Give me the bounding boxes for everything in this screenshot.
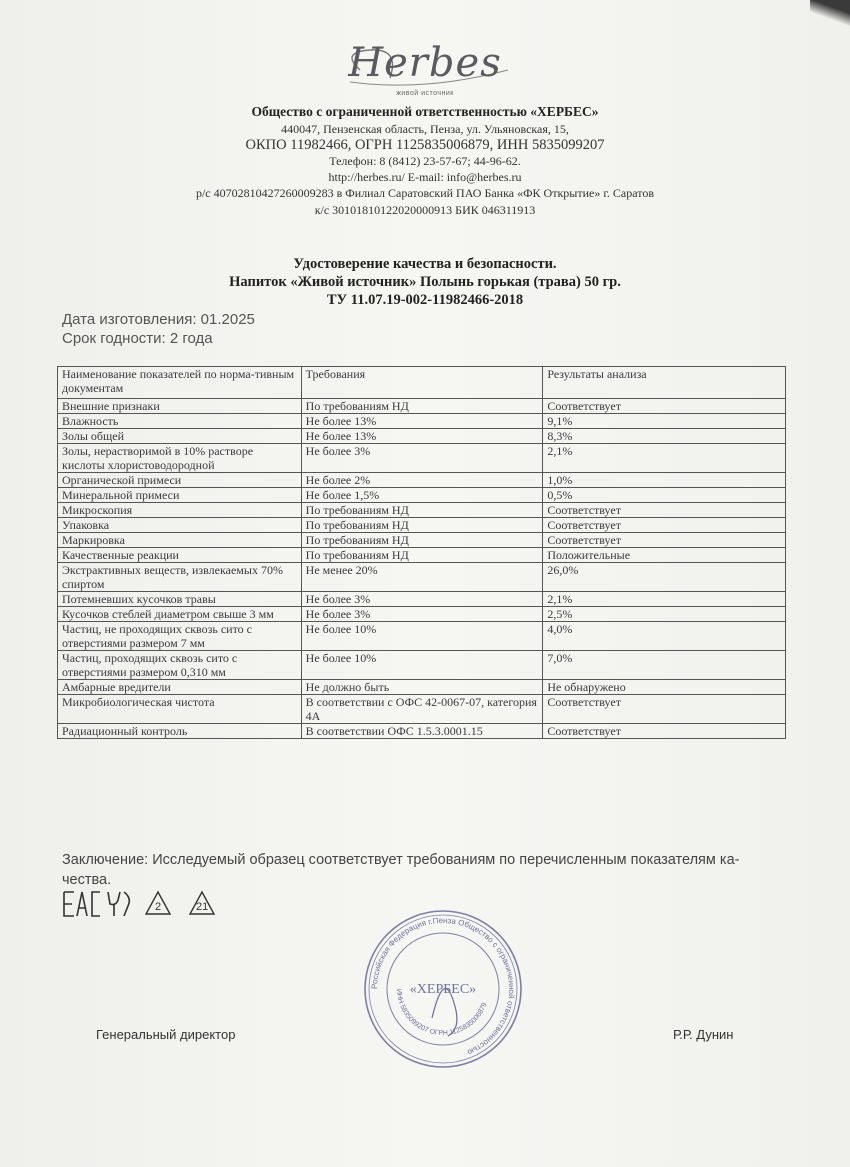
indicator-cell: Частиц, проходящих сквозь сито с отверстиями размером 0,310 мм (58, 651, 302, 680)
requirement-cell: Не должно быть (301, 680, 543, 695)
result-cell: 2,1% (543, 444, 786, 473)
scan-corner-shadow (810, 0, 850, 30)
result-cell: Соответствует (543, 533, 786, 548)
result-cell: Соответствует (543, 518, 786, 533)
table-row (58, 607, 786, 622)
result-cell: Соответствует (543, 399, 786, 414)
indicator-cell: Амбарные вредители (58, 680, 302, 695)
logo-subtitle: живой источник (396, 90, 454, 97)
table-row (58, 503, 786, 518)
stamp-center-text: «ХЕРБЕС» (409, 982, 477, 997)
indicator-cell: Золы, нерастворимой в 10% растворе кислоты хлористоводородной (58, 444, 302, 473)
indicator-cell: Органической примеси (58, 473, 302, 488)
table-row (58, 622, 786, 651)
table-row (58, 548, 786, 563)
table-row (58, 518, 786, 533)
company-phone: Телефон: 8 (8412) 23-57-67; 44-96-62. (329, 154, 521, 168)
indicator-cell: Частиц, не проходящих сквозь сито с отверстиями размером 7 мм (58, 622, 302, 651)
company-account: р/с 40702810427260009283 в Филиал Саратовский ПАО Банка «ФК Открытие» г. Саратов (195, 186, 655, 200)
requirement-cell: По требованиям НД (301, 533, 543, 548)
requirement-cell: По требованиям НД (301, 518, 543, 533)
company-logo (330, 40, 520, 102)
requirement-cell: В соответствии ОФС 1.5.3.0001.15 (301, 724, 543, 739)
company-name: Общество с ограниченной ответственностью «ХЕРБЕС» (251, 104, 599, 119)
table-row (58, 592, 786, 607)
result-cell: 26,0% (543, 563, 786, 592)
result-cell: Соответствует (543, 695, 786, 724)
table-row (58, 473, 786, 488)
result-cell: 0,5% (543, 488, 786, 503)
requirement-cell: Не более 3% (301, 607, 543, 622)
header-cell: Результаты анализа (543, 367, 786, 399)
requirement-cell: Не более 13% (301, 414, 543, 429)
eac-icon (64, 892, 100, 916)
requirement-cell: Не более 2% (301, 473, 543, 488)
signer-role: Генеральный директор (96, 1027, 236, 1042)
requirement-cell: По требованиям НД (301, 503, 543, 518)
result-cell: 1,0% (543, 473, 786, 488)
indicator-cell: Внешние признаки (58, 399, 302, 414)
doc-title-1: Удостоверение качества и безопасности. (293, 256, 557, 272)
requirement-cell: По требованиям НД (301, 548, 543, 563)
food-contact-icon (108, 892, 129, 916)
table-header-row (58, 367, 786, 399)
indicator-cell: Маркировка (58, 533, 302, 548)
header-cell: Требования (301, 367, 543, 399)
table-row (58, 563, 786, 592)
table-row (58, 429, 786, 444)
company-address: 440047, Пензенская область, Пенза, ул. Ульяновская, 15, (281, 122, 569, 136)
result-cell: 2,5% (543, 607, 786, 622)
company-codes: ОКПО 11982466, ОГРН 1125835006879, ИНН 5835099207 (245, 137, 605, 153)
signer-name: Р.Р. Дунин (673, 1027, 734, 1042)
conclusion-text: Заключение: Исследуемый образец соответствует требованиям по перечисленным показателям ка-чества. (62, 852, 740, 888)
indicator-cell: Микроскопия (58, 503, 302, 518)
indicator-cell: Золы общей (58, 429, 302, 444)
indicator-cell: Упаковка (58, 518, 302, 533)
indicator-cell: Кусочков стеблей диаметром свыше 3 мм (58, 607, 302, 622)
manufacture-date: Дата изготовления: 01.2025 (62, 311, 255, 328)
table-row (58, 651, 786, 680)
table-row (58, 444, 786, 473)
indicator-cell: Экстрактивных веществ, извлекаемых 70% спиртом (58, 563, 302, 592)
certification-marks (62, 888, 232, 920)
stamp-svg (362, 908, 524, 1070)
header-cell: Наименование показателей по норма-тивным документам (58, 367, 302, 399)
result-cell: 2,1% (543, 592, 786, 607)
result-cell: 4,0% (543, 622, 786, 651)
requirement-cell: Не более 3% (301, 592, 543, 607)
table-row (58, 680, 786, 695)
result-cell: Соответствует (543, 503, 786, 518)
table-row (58, 488, 786, 503)
result-cell: 8,3% (543, 429, 786, 444)
stamp-inner-text: ИНН 5835099207 ОГРН 1125835006879 (394, 988, 489, 1038)
result-cell: 9,1% (543, 414, 786, 429)
recycle-icon-21 (190, 892, 214, 914)
indicator-cell: Микробиологическая чистота (58, 695, 302, 724)
requirement-cell: Не более 3% (301, 444, 543, 473)
company-corr-account: к/с 30101810122020000913 БИК 046311913 (314, 203, 536, 217)
table-row (58, 724, 786, 739)
requirement-cell: В соответствии с ОФС 42-0067-07, категория 4А (301, 695, 543, 724)
requirement-cell: По требованиям НД (301, 399, 543, 414)
doc-title-2: Напиток «Живой источник» Полынь горькая (трава) 50 гр. (229, 274, 621, 290)
recycle-code-2: 21 (196, 901, 209, 913)
requirement-cell: Не более 10% (301, 622, 543, 651)
shelf-life: Срок годности: 2 года (62, 330, 213, 347)
indicator-cell: Влажность (58, 414, 302, 429)
result-cell: Соответствует (543, 724, 786, 739)
indicator-cell: Качественные реакции (58, 548, 302, 563)
company-stamp (362, 908, 524, 1070)
quality-table (57, 366, 786, 739)
table-row (58, 695, 786, 724)
result-cell: Не обнаружено (543, 680, 786, 695)
logo-wordmark: Herbes (348, 40, 502, 86)
table-row (58, 414, 786, 429)
recycle-code-1: 2 (155, 901, 162, 913)
stamp-ring-text: Российская Федерация г.Пенза Общество с ограниченной ответственностью (369, 915, 517, 1057)
requirement-cell: Не более 13% (301, 429, 543, 444)
table-row (58, 399, 786, 414)
recycle-icon-2 (146, 892, 170, 914)
indicator-cell: Минеральной примеси (58, 488, 302, 503)
result-cell: Положительные (543, 548, 786, 563)
doc-title-3: ТУ 11.07.19-002-11982466-2018 (326, 292, 524, 308)
indicator-cell: Радиационный контроль (58, 724, 302, 739)
company-web: http://herbes.ru/ E-mail: info@herbes.ru (328, 170, 522, 184)
result-cell: 7,0% (543, 651, 786, 680)
requirement-cell: Не более 10% (301, 651, 543, 680)
indicator-cell: Потемневших кусочков травы (58, 592, 302, 607)
requirement-cell: Не менее 20% (301, 563, 543, 592)
table-row (58, 533, 786, 548)
marks-svg (62, 888, 232, 920)
requirement-cell: Не более 1,5% (301, 488, 543, 503)
